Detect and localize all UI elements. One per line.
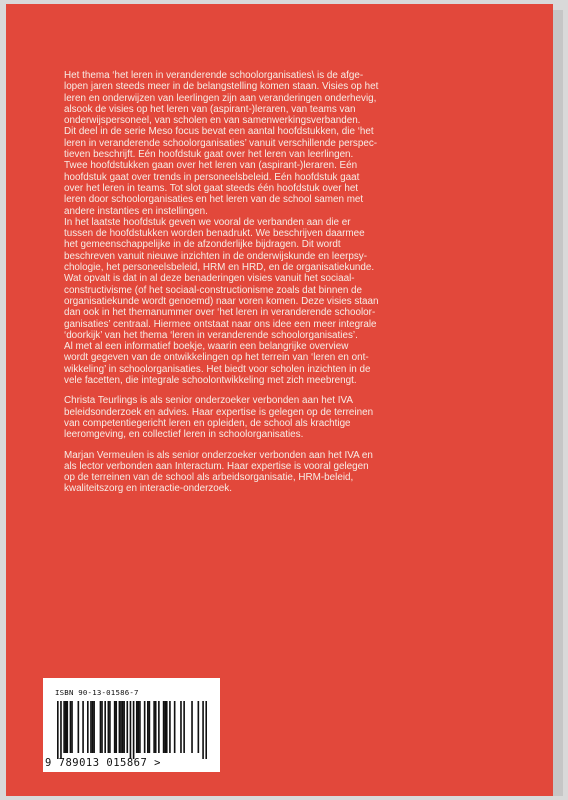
barcode-bar [108, 701, 110, 753]
ean-label: 9 789013 015867 > [45, 757, 161, 769]
author-bio-vermeulen: Marjan Vermeulen is als senior onderzoeker verbonden aan het IVA en als lector verbonden aan Interactum. Haar expertise is vooral gelegen op de terreinen van de school als arbeidsorganisatie, HRM-beleid, kwaliteitszorg en interactie-onderzoek. [64, 449, 373, 495]
barcode-bar [139, 701, 141, 753]
barcode-bar [71, 701, 73, 753]
barcode-bar [153, 701, 155, 753]
barcode-bar [205, 701, 207, 759]
barcode-bar [115, 701, 117, 753]
blurb-paragraph-1: Het thema ‘het leren in veranderende schoolorganisaties\ is de afge- lopen jaren steeds meer in de belangstelling komen staan. Visies op het leren en onderwijzen van leerlingen zijn aan veranderingen onderhevig, alsook de visies op het leren van (aspirant-)leraren, van teams van onderwijspersoneel, van scholen en van samenwerkingsverbanden. Dit deel in de serie Meso focus bevat een aantal hoofdstukken, die ‘het leren in veranderende schoolorganisaties’ vanuit verschillende perspec- tieven beschrijft. Eén hoofdstuk gaat over het leren van leerlingen. Twee hoofdstukken gaan over het leren van (aspirant-)leraren. Eén hoofdstuk gaat over trends in personeelsbeleid. Eén hoofdstuk gaat over het leren in teams. Tot slot gaat steeds één hoofdstuk over het leren door schoolorganisaties en het leren van de school samen met andere instanties en instellingen. [64, 70, 379, 217]
barcode-bar [63, 701, 65, 753]
barcode-bar [70, 701, 72, 753]
author-bio-teurlings: Christa Teurlings is als senior onderzoeker verbonden aan het IVA beleidsonderzoek en advies. Haar expertise is gelegen op de terreinen van competentiegericht leren en opleiden, de school als krachtige leeromgeving, en collectief leren in schoolorganisaties. [64, 395, 374, 441]
barcode-bar [57, 701, 59, 759]
barcode-bar [93, 701, 95, 753]
barcode-bar [180, 701, 182, 753]
blurb-text-block [64, 70, 506, 495]
barcode-bar [120, 701, 122, 753]
barcode-bar [123, 701, 125, 753]
barcode-bar [66, 701, 68, 753]
barcode-bar [169, 701, 171, 753]
barcode-bar [109, 701, 111, 753]
barcode-bar [65, 701, 67, 753]
barcode-bar [144, 701, 146, 753]
back-cover [6, 4, 553, 796]
barcode-bar [155, 701, 157, 753]
barcode-bar [138, 701, 140, 753]
isbn-label: ISBN 90-13-01586-7 [55, 688, 139, 697]
barcode-bar [174, 701, 176, 753]
barcode-bar [136, 701, 138, 753]
barcode-bar [163, 701, 165, 753]
barcode-bar [87, 701, 89, 753]
barcode-bar [60, 701, 62, 759]
barcode-bar [92, 701, 94, 753]
barcode-bar [130, 701, 132, 759]
barcode-bar [122, 701, 124, 753]
barcode-bar [133, 701, 135, 759]
blurb-paragraph-2: In het laatste hoofdstuk geven we vooral de verbanden aan die er tussen de hoofdstukken worden benadrukt. We beschrijven daarmee het gemeenschappelijke in de afzonderlijke bijdragen. Dit wordt beschreven vanuit nieuwe inzichten in de onderwijskunde en leerpsy- chologie, het personeelsbeleid, HRM en HRD, en de organisatiekunde. Wat opvalt is dat in al deze benaderingen visies vanuit het sociaal- constructivisme (of het sociaal-constructionisme zoals dat binnen de organisatiekunde wordt genoemd) naar voren komen. Deze visies staan dan ook in het themanummer over ‘het leren in veranderende schoolor- ganisaties’ centraal. Hiermee ontstaat naar ons idee een meer integrale ‘doorkijk’ van het thema ‘leren in veranderende schoolorganisaties’. Al met al een informatief boekje, waarin een belangrijke overview wordt gegeven van de ontwikkelingen op het terrein van ‘leren en ont- wikkeling’ in schoolorganisaties. Het biedt voor scholen inzichten in de vele facetten, die integrale schoolontwikkeling met zich meebrengt. [64, 216, 379, 387]
barcode-image [57, 701, 207, 759]
cover-edge-shadow [553, 10, 563, 796]
barcode-bar [191, 701, 193, 753]
barcode-bar [90, 701, 92, 753]
barcode-bar [183, 701, 185, 753]
barcode-bar [149, 701, 151, 753]
barcode-bar [104, 701, 106, 753]
barcode-bar [158, 701, 160, 753]
barcode-bar [164, 701, 166, 753]
barcode-bar [82, 701, 84, 753]
barcode-bar [114, 701, 116, 753]
barcode-bar [101, 701, 103, 753]
barcode-bar [166, 701, 168, 753]
barcode-bar [100, 701, 102, 753]
barcode-bar [78, 701, 80, 753]
barcode-box [43, 678, 220, 772]
barcode-bar [198, 701, 200, 753]
barcode-bar [126, 701, 128, 753]
barcode-bar [119, 701, 121, 753]
barcode-bar [202, 701, 204, 759]
barcode-bar [147, 701, 149, 753]
